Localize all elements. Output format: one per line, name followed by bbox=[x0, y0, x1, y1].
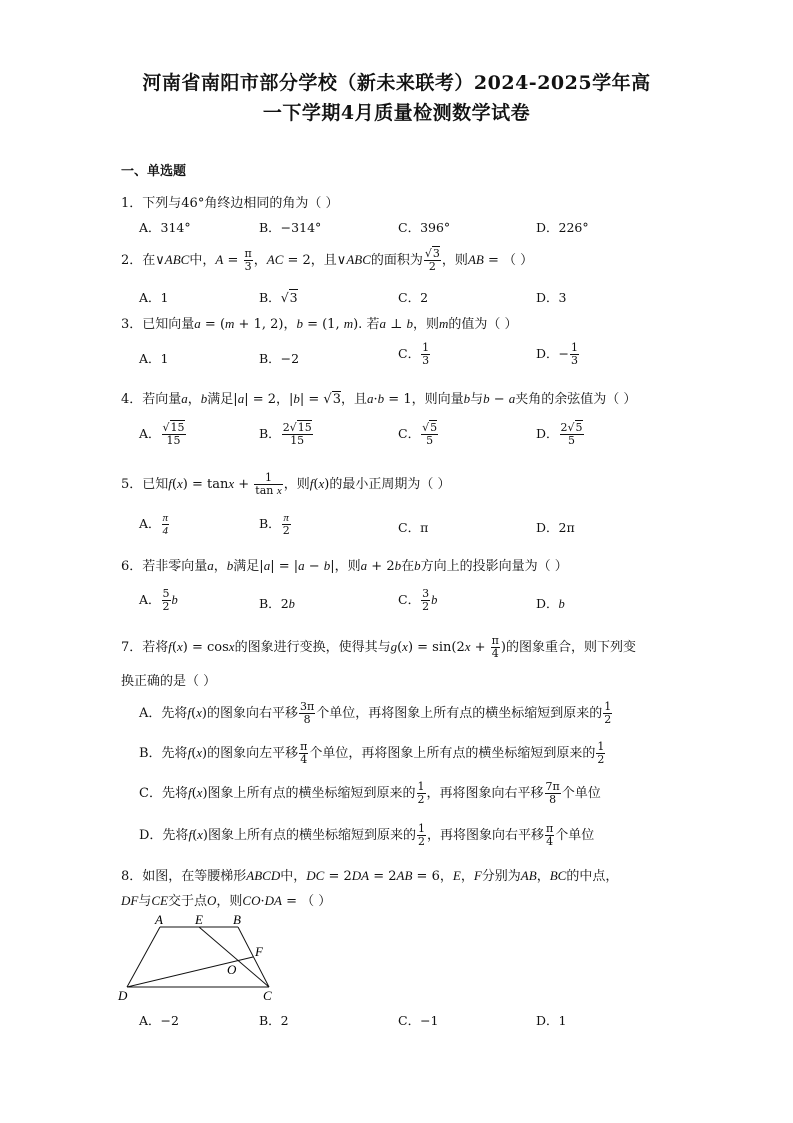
edge-ad bbox=[127, 927, 160, 987]
question-5: 5．已知f(x) = tanx + $\frac{1}{\text{tan x}}$ ，则f(x)的最小正周期为（ ） bbox=[121, 471, 451, 497]
label-d: D bbox=[118, 988, 128, 1003]
edge-bc bbox=[238, 927, 269, 987]
title-line-1: 河南省南阳市部分学校（新未来联考）2024-2025学年高 bbox=[142, 72, 651, 94]
q8-option-a: A．−2 bbox=[139, 1013, 179, 1028]
label-c: C bbox=[263, 988, 272, 1003]
q6-option-d: D．b bbox=[536, 596, 565, 611]
label-o: O bbox=[227, 962, 237, 977]
q7-option-a: A．先将f(x)的图象向右平移 $\frac{3\pi}{8}$ 个单位，再将图象上所有点的横坐标缩短到原来的 $\frac{1}{2}$ bbox=[139, 700, 612, 726]
q8-option-c: C．−1 bbox=[398, 1013, 439, 1028]
label-b: B bbox=[233, 912, 241, 927]
q3-option-a: A．1 bbox=[139, 351, 169, 366]
q7-option-b: B．先将f(x)的图象向左平移 $\frac{\pi}{4}$ 个单位，再将图象上所有点的横坐标缩短到原来的 $\frac{1}{2}$ bbox=[139, 740, 605, 766]
q2-option-d: D．3 bbox=[536, 290, 567, 305]
question-8: 8．如图，在等腰梯形ABCD中，DC = 2DA = 2AB = 6，E，F分别为AB，BC的中点， bbox=[121, 868, 619, 884]
title-line-2: 一下学期4月质量检测数学试卷 bbox=[262, 102, 531, 124]
question-8-cont: DF与CE交于点O，则CO·DA = （ ） bbox=[121, 893, 332, 909]
q8-option-d: D．1 bbox=[536, 1013, 567, 1028]
label-a: A bbox=[155, 912, 163, 927]
question-7: 7．若将f(x) = cosx的图象进行变换，使得其与g(x) = sin(2x + $\frac{\pi}{4}$ )的图象重合，则下列变 bbox=[121, 634, 636, 660]
section-heading: 一、单选题 bbox=[121, 164, 187, 179]
q4-option-c: C． $\frac{√5}{5}$ bbox=[398, 421, 438, 447]
q4-option-d: D． $\frac{2√5}{5}$ bbox=[536, 421, 583, 447]
q1-option-b: B．−314° bbox=[259, 220, 322, 235]
q5-option-d: D．2π bbox=[536, 520, 575, 535]
q7-option-d: D．先将f(x)图象上所有点的横坐标缩短到原来的 $\frac{1}{2}$ ，再将图象向右平移 $\frac{\pi}{4}$ 个单位 bbox=[139, 822, 595, 848]
question-1: 1．下列与46°角终边相同的角为（ ） bbox=[121, 196, 339, 211]
q5-option-b: B． $\frac{\pi}{2}$ bbox=[259, 512, 290, 537]
q2-option-a: A．1 bbox=[139, 290, 169, 305]
trapezoid-figure bbox=[115, 910, 290, 1005]
question-7-cont: 换正确的是（ ） bbox=[121, 674, 217, 689]
question-2: 2．在∨ABC中，A = $\frac{\pi}{3}$ ，AC = 2，且∨ABC的面积为 $\frac{√3}{2}$ ，则AB = （ ） bbox=[121, 247, 534, 273]
q3-option-c: C． $\frac{1}{3}$ bbox=[398, 341, 430, 367]
q6-option-c: C． $\frac{3}{2}$ b bbox=[398, 587, 438, 613]
q5-option-a: A． $\frac{\pi}{4}$ bbox=[139, 512, 169, 537]
q2-option-c: C．2 bbox=[398, 290, 429, 305]
q5-option-c: C．π bbox=[398, 520, 429, 535]
q6-option-b: B．2b bbox=[259, 596, 295, 611]
q6-option-a: A． $\frac{5}{2}$ b bbox=[139, 587, 178, 613]
label-f: F bbox=[255, 944, 263, 959]
q1-option-c: C．396° bbox=[398, 220, 451, 235]
q4-option-a: A． $\frac{√15}{15}$ bbox=[139, 421, 185, 447]
question-6: 6．若非零向量a，b满足|a| = |a − b|，则a + 2b在b方向上的投影向量为（ ） bbox=[121, 558, 568, 574]
q1-option-d: D．226° bbox=[536, 220, 589, 235]
q2-option-b: B．√3 bbox=[259, 290, 298, 305]
label-e: E bbox=[195, 912, 203, 927]
question-3: 3．已知向量a = (m + 1, 2)，b = (1, m). 若a ⊥ b，则m的值为（ ） bbox=[121, 316, 518, 332]
q4-option-b: B． $\frac{2√15}{15}$ bbox=[259, 421, 312, 447]
q7-option-c: C．先将f(x)图象上所有点的横坐标缩短到原来的 $\frac{1}{2}$ ，再将图象向右平移 $\frac{7\pi}{8}$ 个单位 bbox=[139, 780, 601, 806]
question-4: 4．若向量a，b满足|a| = 2，|b| = √3，且a·b = 1，则向量b与b − a夹角的余弦值为（ ） bbox=[121, 391, 637, 407]
q8-option-b: B．2 bbox=[259, 1013, 289, 1028]
q1-option-a: A．314° bbox=[139, 220, 191, 235]
q3-option-d: D．− $\frac{1}{3}$ bbox=[536, 341, 578, 367]
q3-option-b: B．−2 bbox=[259, 351, 300, 366]
